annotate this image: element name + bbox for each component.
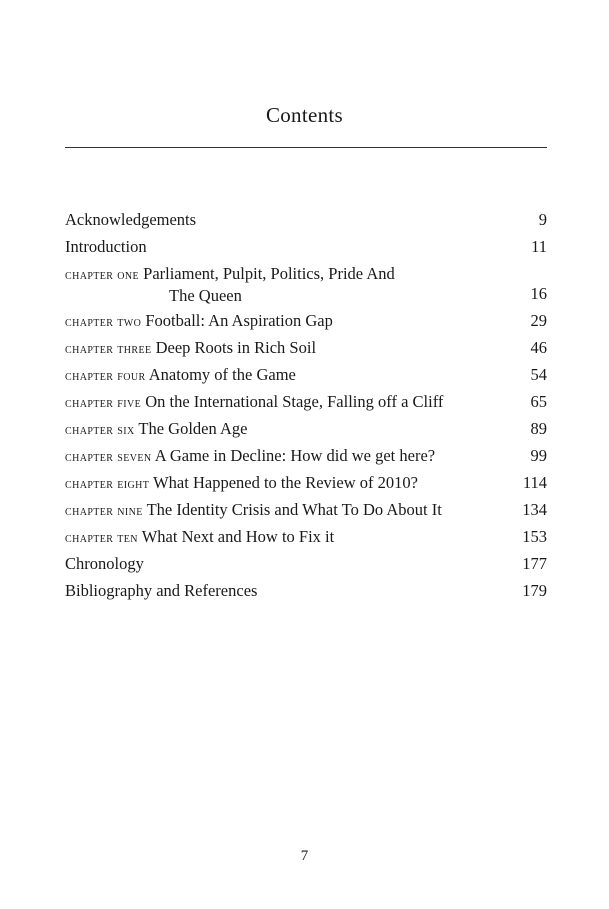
toc-entry-page-number: 46 xyxy=(530,338,547,357)
toc-entry-page-number: 9 xyxy=(538,210,547,229)
chapter-label: chapter three xyxy=(65,342,152,357)
chapter-label: chapter four xyxy=(65,369,146,384)
toc-entry-chapter-five[interactable] xyxy=(65,392,547,419)
toc-entry-chapter-three[interactable] xyxy=(65,338,547,365)
toc-entry-page-number: 114 xyxy=(522,473,547,492)
toc-entry-chapter-eight[interactable] xyxy=(65,473,547,500)
toc-entry-page-number: 153 xyxy=(522,527,547,546)
toc-entry-chapter-one[interactable] xyxy=(65,264,547,311)
chapter-label: chapter ten xyxy=(65,531,138,546)
toc-entry-acknowledgements[interactable] xyxy=(65,210,547,237)
toc-entry-title: The Golden Age xyxy=(138,419,248,438)
toc-entry-title: Introduction xyxy=(65,237,147,256)
toc-entry-page-number: 99 xyxy=(530,446,547,465)
toc-entry-chapter-nine[interactable] xyxy=(65,500,547,527)
toc-entry-page-number: 54 xyxy=(530,365,547,384)
chapter-label: chapter two xyxy=(65,315,142,330)
toc-entry-page-number: 65 xyxy=(530,392,547,411)
toc-entry-title: Bibliography and References xyxy=(65,581,258,600)
toc-entry-title: A Game in Decline: How did we get here? xyxy=(154,446,436,465)
toc-entry-title-continuation: The Queen xyxy=(169,286,242,305)
chapter-label: chapter seven xyxy=(65,450,152,465)
toc-entry-chapter-seven[interactable] xyxy=(65,446,547,473)
toc-entry-title: Parliament, Pulpit, Politics, Pride And xyxy=(143,264,395,283)
toc-entry-bibliography[interactable] xyxy=(65,581,547,608)
toc-entry-chronology[interactable] xyxy=(65,554,547,581)
toc-entry-title: On the International Stage, Falling off a Cliff xyxy=(145,392,444,411)
toc-entry-page-number: 29 xyxy=(530,311,547,330)
toc-entry-title: Acknowledgements xyxy=(65,210,197,229)
toc-entry-page-number: 89 xyxy=(530,419,547,438)
toc-entry-chapter-two[interactable] xyxy=(65,311,547,338)
toc-entry-title: The Identity Crisis and What To Do About It xyxy=(146,500,442,519)
chapter-label: chapter one xyxy=(65,268,140,283)
table-of-contents xyxy=(65,210,547,608)
page-title: Contents xyxy=(265,103,344,127)
toc-entry-chapter-six[interactable] xyxy=(65,419,547,446)
toc-entry-title: What Happened to the Review of 2010? xyxy=(153,473,418,492)
toc-entry-title: Football: An Aspiration Gap xyxy=(145,311,333,330)
toc-entry-title: Chronology xyxy=(65,554,144,573)
toc-entry-introduction[interactable] xyxy=(65,237,547,264)
toc-entry-title: Anatomy of the Game xyxy=(148,365,296,384)
toc-entry-page-number: 134 xyxy=(522,500,547,519)
toc-entry-title: What Next and How to Fix it xyxy=(141,527,335,546)
chapter-label: chapter six xyxy=(65,423,135,438)
chapter-label: chapter nine xyxy=(65,504,143,519)
page-number: 7 xyxy=(300,848,309,864)
title-divider xyxy=(65,147,547,148)
toc-entry-page-number: 11 xyxy=(531,237,547,256)
chapter-label: chapter eight xyxy=(65,477,150,492)
toc-entry-chapter-ten[interactable] xyxy=(65,527,547,554)
toc-entry-title: Deep Roots in Rich Soil xyxy=(155,338,317,357)
toc-entry-page-number: 16 xyxy=(530,284,547,303)
toc-entry-page-number: 177 xyxy=(522,554,547,573)
toc-entry-chapter-four[interactable] xyxy=(65,365,547,392)
toc-entry-page-number: 179 xyxy=(522,581,547,600)
chapter-label: chapter five xyxy=(65,396,142,411)
